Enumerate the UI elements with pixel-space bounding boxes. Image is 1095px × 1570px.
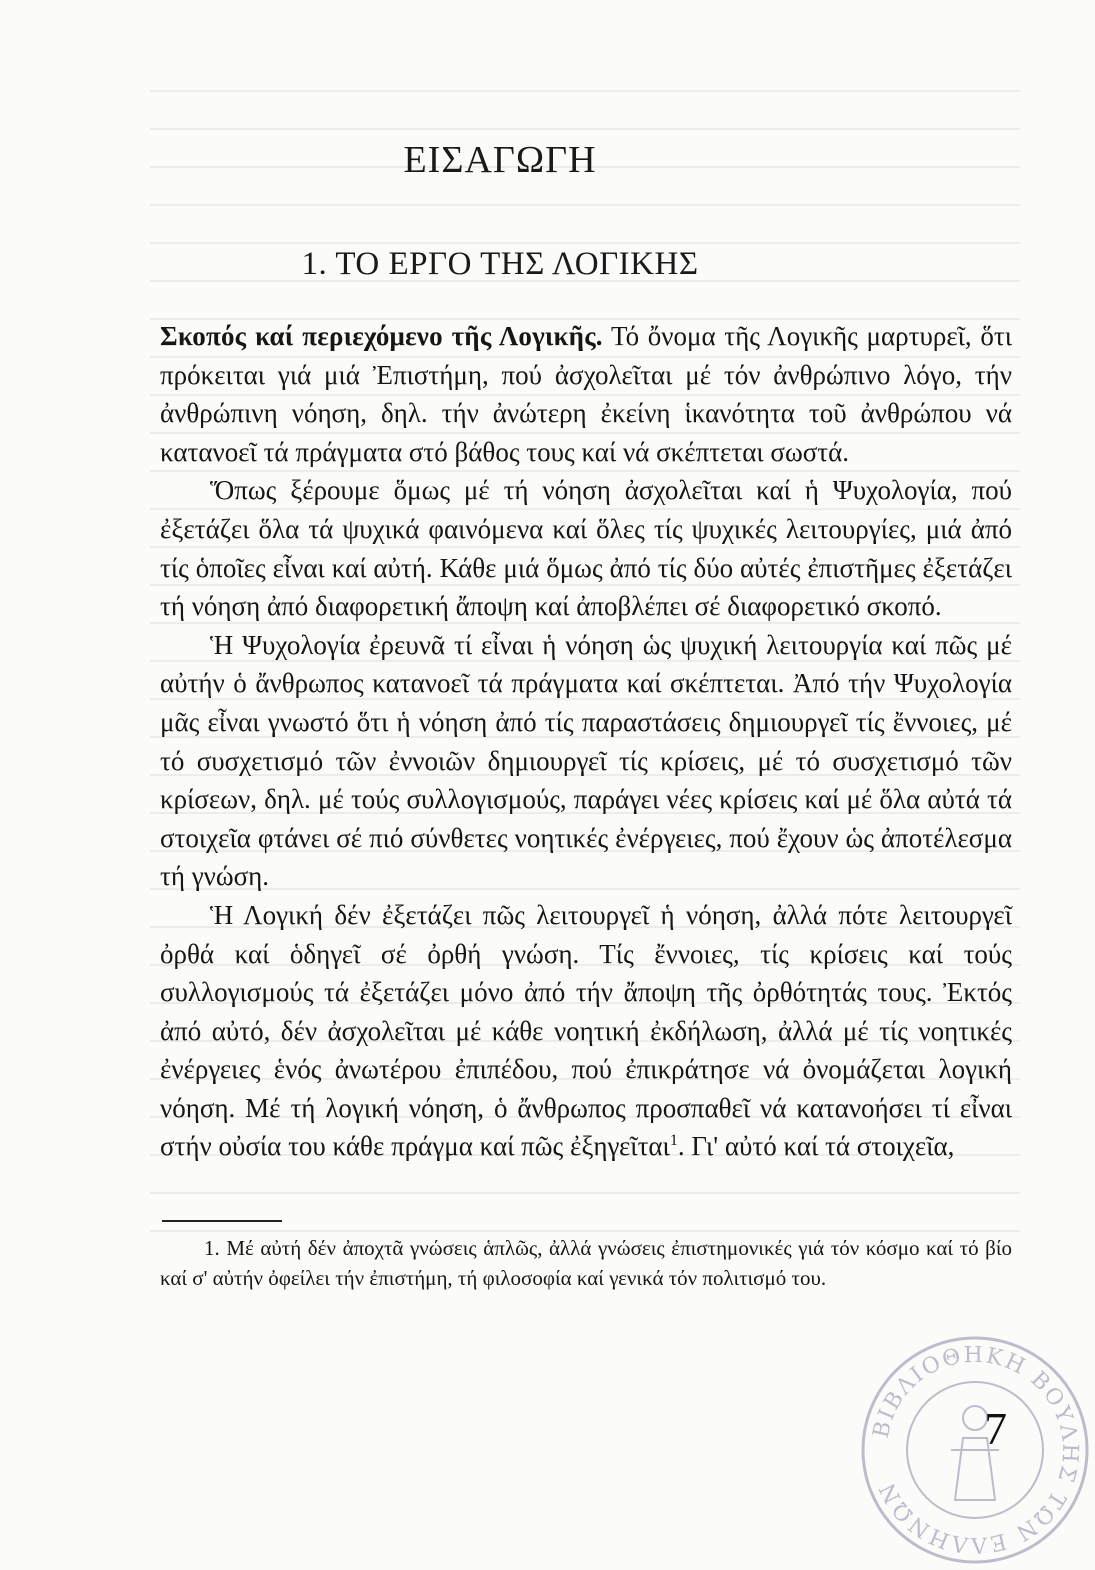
paragraph-4-text: Ἡ Λογική δέν ἐξετάζει πῶς λειτουργεῖ ἡ νόηση, ἀλλά πότε λειτουργεῖ ὀρθά καί ὁδηγεῖ σέ ὀρθή γνώση. Τίς ἔννοιες, τίς κρίσεις καί τούς συλλογισμούς τά ἐξετάζει μόνο ἀπό τήν ἄποψη τῆς ὀρθότητάς τους. Ἐκτός ἀπό αὐτό, δέν ἀσχολεῖται μέ κάθε νοητική ἐκδήλωση, ἀλλά μέ τίς νοητικές ἐνέργειες ἑνός ἀνωτέρου ἐπιπέδου, πού ἐπικράτησε νά ὀνομάζεται λογική νόηση. Μέ τή λογική νόηση, ὁ ἄνθρωπος προσπαθεῖ νά κατανοήσει τί εἶναι στήν οὐσία του κάθε πράγμα καί πῶς ἐξηγεῖται [160,899,1012,1162]
chapter-title: ΕΙΣΑΓΩΓΗ [403,139,597,181]
paragraph-1 [160,317,1012,471]
run-in-heading: Σκοπός καί περιεχόμενο τῆς Λογικῆς. [160,321,603,351]
page-number: 7 [984,1403,1007,1454]
paragraph-1-text: Τό ὄνομα τῆς Λογικῆς μαρτυρεῖ, ὅτι πρόκειται γιά μιά Ἐπιστήμη, πού ἀσχολεῖται μέ τόν ἀνθρώπινο λόγο, τήν ἀνθρώπινη νόηση, δηλ. τήν ἀνώτερη ἐκείνη ἱκανότητα τοῦ ἀνθρώπου νά κατανοεῖ τά πράγματα στό βάθος τους καί νά σκέπτεται σωστά. [160,321,1012,467]
paragraph-2: Ὅπως ξέρουμε ὅμως μέ τή νόηση ἀσχολεῖται καί ἡ Ψυχολογία, πού ἐξετάζει ὅλα τά ψυχικά φαινόμενα καί ὅλες τίς ψυχικές λειτουργίες, μιά ἀπό τίς ὁποῖες εἶναι καί αὐτή. Κάθε μιά ὅμως ἀπό τίς δύο αὐτές ἐπιστῆμες ἐξετάζει τή νόηση ἀπό διαφορετική ἄποψη καί ἀποβλέπει σέ διαφορετικό σκοπό. [160,475,1012,622]
body-text [160,317,1012,1166]
footnote-reference: 1 [669,1132,678,1150]
section-title: 1. ΤΟ ΕΡΓΟ ΤΗΣ ΛΟΓΙΚΗΣ [301,246,699,282]
stamp-text: ΒΙΒΛΙΟΘΗΚΗ ΒΟΥΛΗΣ ΤΩΝ ΕΛΛΗΝΩΝ [868,1342,1083,1558]
paragraph-3: Ἡ Ψυχολογία ἐρευνᾶ τί εἶναι ἡ νόηση ὡς ψυχική λειτουργία καί πῶς μέ αὐτήν ὁ ἄνθρωπος κατανοεῖ τά πράγματα καί σκέπτεται. Ἀπό τήν Ψυχολογία μᾶς εἶναι γνωστό ὅτι ἡ νόηση ἀπό τίς παραστάσεις δημιουργεῖ τίς ἔννοιες, μέ τό συσχετισμό τῶν ἐννοιῶν δημιουργεῖ τίς κρίσεις, μέ τό συσχετισμό τῶν κρίσεων, δηλ. μέ τούς συλλογισμούς, παράγει νέες κρίσεις καί μέ ὅλα αὐτά τά στοιχεῖα φτάνει σέ πιό σύνθετες νοητικές ἐνέργειες, πού ἔχουν ὡς ἀποτέλεσμα τή γνώση. [160,629,1012,892]
footnote-divider [162,1220,282,1222]
footnote-text: Μέ αὐτή δέν ἀποχτᾶ γνώσεις ἁπλῶς, ἀλλά γνώσεις ἐπιστημονικές γιά τόν κόσμο καί τό βίο καί σ' αὐτήν ὀφείλει τήν ἐπιστήμη, τή φιλοσοφία καί γενικά τόν πολιτισμό του. [160,1236,1013,1290]
footnote-number: 1. [204,1236,220,1260]
library-stamp [855,1330,1095,1570]
stamp-figure-icon [951,1406,999,1500]
paragraph-4-tail: . Γι' αὐτό καί τά στοιχεῖα, [677,1131,955,1162]
paragraph-4 [160,896,1012,1166]
footnote [160,1233,1012,1293]
